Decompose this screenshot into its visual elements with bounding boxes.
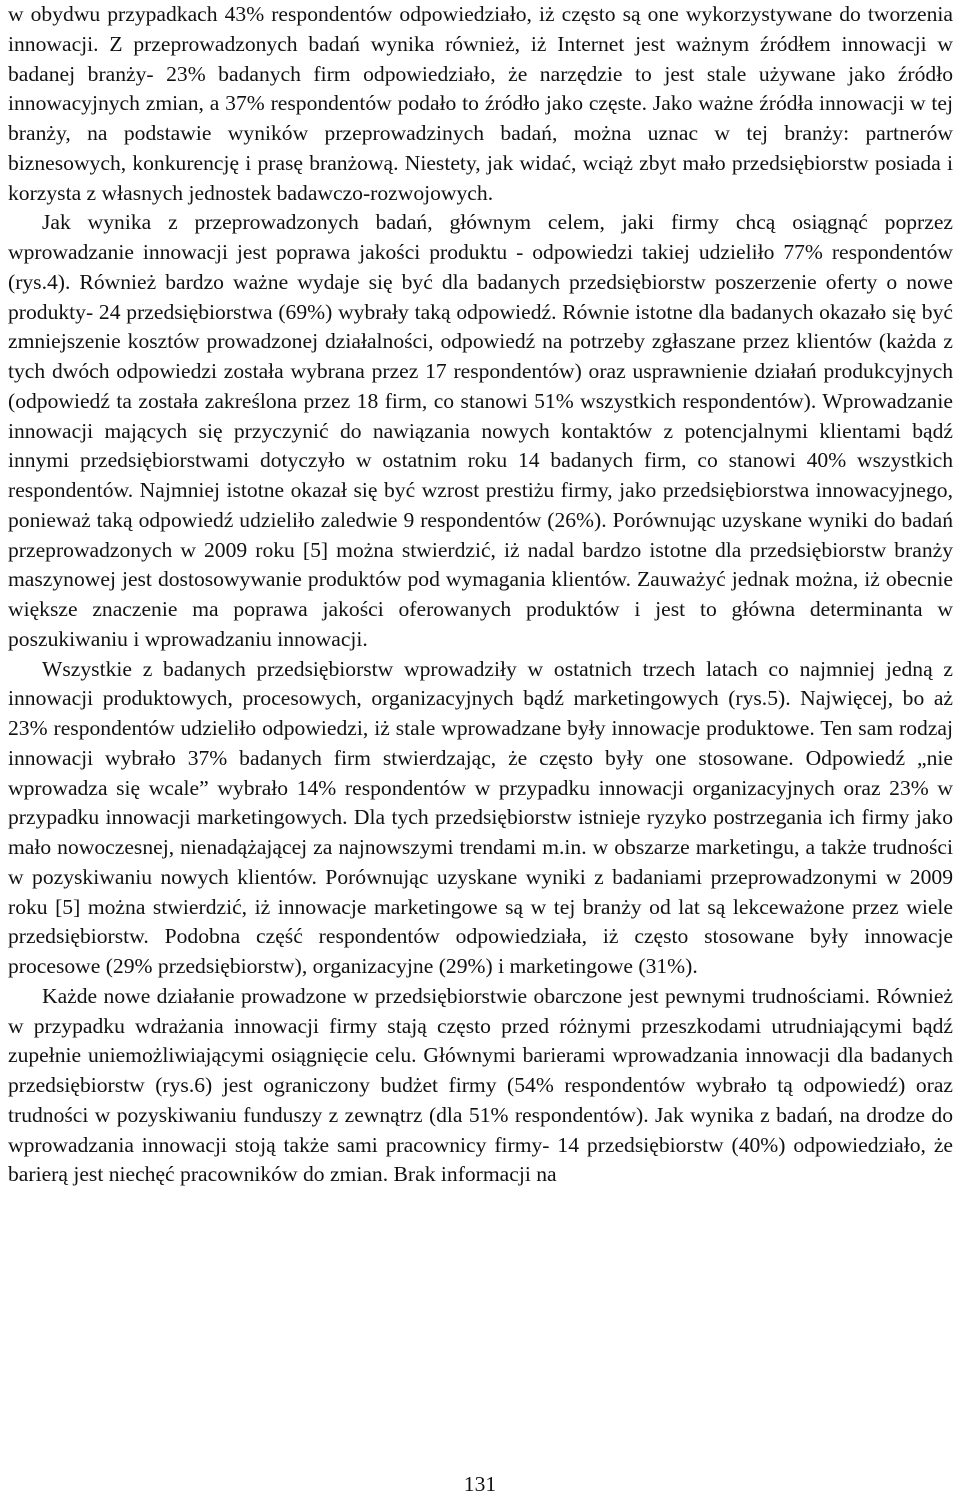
paragraph-innovation-barriers: Każde nowe działanie prowadzone w przedsiębiorstwie obarczone jest pewnymi trudnościami. Również w przypadku wdrażania innowacji firmy stają często przed różnymi przeszkodami utrudniającymi bądź zupełnie uniemożliwiającymi osiągnięcie celu. Głównymi barierami wprowadzania innowacji dla badanych przedsiębiorstw (rys.6) jest ograniczony budżet firmy (54% respondentów wybrało tą odpowiedź) oraz trudności w pozyskiwaniu funduszy z zewnątrz (dla 51% respondentów). Jak wynika z badań, na drodze do wprowadzania innowacji stoją także sami pracownicy firmy- 14 przedsiębiorstw (40%) odpowiedziało, że barierą jest niechęć pracowników do zmian. Brak informacji na [8, 983, 953, 1187]
paragraph-continued: w obydwu przypadkach 43% respondentów odpowiedziało, iż często są one wykorzystywane do tworzenia innowacji. Z przeprowadzonych badań wynika również, iż Internet jest ważnym źródłem innowacji w badanej branży- 23% badanych firm odpowiedziało, że narzędzie to jest stale używane jako źródło innowacyjnych zmian, a 37% respondentów podało to źródło jako częste. Jako ważne źródła innowacji w tej branży, na podstawie wyników przeprowadzinych badań, można uznac w tej branży: partnerów biznesowych, konkurencję i prasę branżową. Niestety, jak widać, wciąż zbyt mało przedsiębiorstw posiada i korzysta z własnych jednostek badawczo-rozwojowych. [8, 2, 953, 205]
paragraph-innovation-types: Wszystkie z badanych przedsiębiorstw wprowadziły w ostatnich trzech latach co najmniej jedną z innowacji produktowych, procesowych, organizacyjnych bądź marketingowych (rys.5). Najwięcej, bo aż 23% respondentów udzieliło odpowiedzi, iż stale wprowadzane były innowacje produktowe. Ten sam rodzaj innowacji wybrało 37% badanych firm stwierdzając, że często były one stosowane. Odpowiedź „nie wprowadza się wcale” wybrało 14% respondentów w przypadku innowacji organizacyjnych oraz 23% w przypadku innowacji marketingowych. Dla tych przedsiębiorstw istnieje ryzyko postrzegania ich firmy jako mało nowoczesnej, nienadążającej za najnowszymi trendami m.in. w obszarze marketingu, a także trudności w pozyskiwaniu nowych klientów. Porównując uzyskane wyniki z badaniami przeprowadzonymi w 2009 roku [5] można stwierdzić, iż innowacje marketingowe są w tej branży od lat są lekceważone przez wiele przedsiębiorstw. Podobna część respondentów odpowiedziała, iż często stosowane były innowacje procesowe (29% przedsiębiorstw), organizacyjne (29%) i marketingowe (31%). [8, 656, 953, 978]
page-number: 131 [463, 1472, 497, 1496]
paragraph-innovation-goals: Jak wynika z przeprowadzonych badań, głównym celem, jaki firmy chcą osiągnąć poprzez wprowadzanie innowacji jest poprawa jakości produktu - odpowiedzi takiej udzieliło 77% respondentów (rys.4). Również bardzo ważne wydaje się być dla badanych przedsiębiorstw poszerzenie oferty o nowe produkty- 24 przedsiębiorstwa (69%) wybrały taką odpowiedź. Równie istotne dla badanych okazało się być zmniejszenie kosztów prowadzonej działalności, odpowiedź na potrzeby zgłaszane przez klientów (każda z tych dwóch odpowiedzi została wybrana przez 17 respondentów) oraz usprawnienie działań produkcyjnych (odpowiedź ta została zakreślona przez 18 firm, co stanowi 51% wszystkich respondentów). Wprowadzanie innowacji mających się przyczynić do nawiązania nowych kontaktów z potencjalnymi klientami bądź innymi przedsiębiorstwami dotyczyło w ostatnim roku 14 badanych firm, co stanowi 40% wszystkich respondentów. Najmniej istotne okazał się być wzrost prestiżu firmy, jako przedsiębiorstwa innowacyjnego, ponieważ taką odpowiedź udzieliło zaledwie 9 respondentów (26%). Porównując uzyskane wyniki do badań przeprowadzonych w 2009 roku [5] można stwierdzić, iż nadal bardzo istotne dla przedsiębiorstw branży maszynowej jest dostosowywanie produktów pod wymagania klientów. Zauważyć jednak można, iż obecnie większe znaczenie ma poprawa jakości oferowanych produktów i jest to główna determinanta w poszukiwaniu i wprowadzaniu innowacji. [8, 210, 953, 651]
